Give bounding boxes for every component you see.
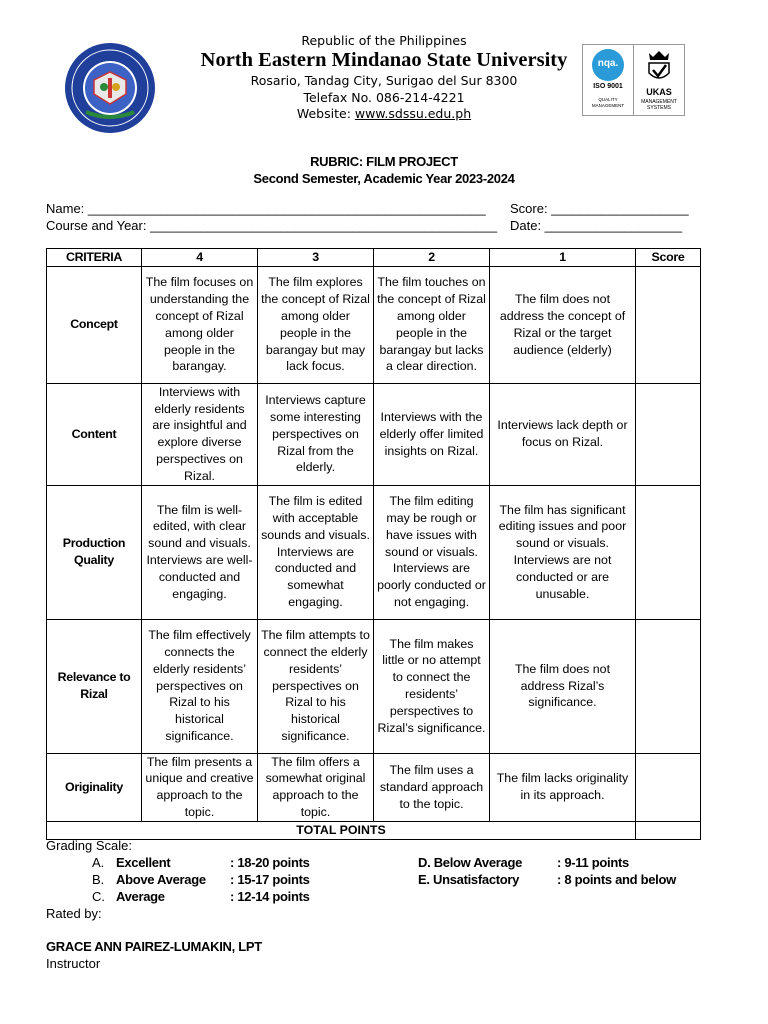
header-1: 1 <box>490 249 636 267</box>
score-cell[interactable] <box>636 753 701 821</box>
score-cell[interactable] <box>636 485 701 619</box>
level-3-cell: Interviews capture some interesting perspectives on Rizal from the elderly. <box>258 383 374 485</box>
rubric-title: RUBRIC: FILM PROJECT <box>310 154 458 169</box>
ukas-certification-logo <box>633 44 685 116</box>
level-2-cell: The film editing may be rough or have issues with sound or visuals. Interviews are poorly conducted or not engaging. <box>374 485 490 619</box>
level-1-cell: Interviews lack depth or focus on Rizal. <box>490 383 636 485</box>
score-cell[interactable] <box>636 619 701 753</box>
website-label: Website: <box>296 106 355 121</box>
grade-name: D. Below Average <box>418 855 523 870</box>
grade-letter: C. <box>92 889 105 904</box>
grade-points: : 18-20 points <box>230 855 310 870</box>
university-name: North Eastern Mindanao State University <box>200 49 568 71</box>
level-1-cell: The film does not address Rizal’s significance. <box>490 619 636 753</box>
level-3-cell: The film is edited with acceptable sounds and visuals. Interviews are conducted and somewhat engaging. <box>258 485 374 619</box>
score-field[interactable]: Score: ___________________ <box>510 201 689 216</box>
header-3: 3 <box>258 249 374 267</box>
grade-name: Average <box>116 889 165 904</box>
table-row <box>47 383 701 485</box>
grade-letter: B. <box>92 872 105 887</box>
management-systems-text: MANAGEMENT SYSTEMS <box>641 99 677 111</box>
level-3-cell: The film attempts to connect the elderly residents’ perspectives on Rizal to his historical significance. <box>258 619 374 753</box>
level-1-cell: The film lacks originality in its approach. <box>490 753 636 821</box>
level-2-cell: The film uses a standard approach to the topic. <box>374 753 490 821</box>
level-4-cell: The film presents a unique and creative approach to the topic. <box>142 753 258 821</box>
course-year-field[interactable]: Course and Year: ________________________________________________ <box>46 218 498 233</box>
level-4-cell: The film focuses on understanding the concept of Rizal among older people in the barangay. <box>142 266 258 383</box>
telefax-line: Telefax No. 086-214-4221 <box>303 90 465 105</box>
table-row <box>47 753 701 821</box>
date-field[interactable]: Date: ___________________ <box>510 218 683 233</box>
level-4-cell: The film effectively connects the elderly residents’ perspectives on Rizal to his historical significance. <box>142 619 258 753</box>
level-4-cell: Interviews with elderly residents are insightful and explore diverse perspectives on Rizal. <box>142 383 258 485</box>
table-header-row <box>47 249 701 267</box>
grade-points: : 8 points and below <box>557 872 676 887</box>
header-score: Score <box>636 249 701 267</box>
instructor-name: GRACE ANN PAIREZ-LUMAKIN, LPT <box>46 939 262 954</box>
criteria-cell: Originality <box>47 753 142 821</box>
level-2-cell: The film makes little or no attempt to connect the residents’ perspectives to Rizal’s significance. <box>374 619 490 753</box>
total-score-cell[interactable] <box>636 821 701 839</box>
criteria-cell: Production Quality <box>47 485 142 619</box>
crown-check-icon <box>644 49 674 85</box>
criteria-cell: Content <box>47 383 142 485</box>
score-cell[interactable] <box>636 266 701 383</box>
header-criteria: CRITERIA <box>47 249 142 267</box>
header-2: 2 <box>374 249 490 267</box>
iso-certification-logo <box>582 44 634 116</box>
grade-name: E. Unsatisfactory <box>418 872 520 887</box>
rubric-table <box>46 248 701 840</box>
total-points-label: TOTAL POINTS <box>47 821 636 839</box>
level-3-cell: The film offers a somewhat original approach to the topic. <box>258 753 374 821</box>
grade-name: Above Average <box>116 872 206 887</box>
website-link[interactable]: www.sdssu.edu.ph <box>354 106 472 121</box>
table-row <box>47 619 701 753</box>
header-4: 4 <box>142 249 258 267</box>
level-3-cell: The film explores the concept of Rizal among older people in the barangay but may lack focus. <box>258 266 374 383</box>
quality-management-text: QUALITY MANAGEMENT <box>591 97 625 108</box>
ukas-text: UKAS <box>646 87 672 97</box>
level-2-cell: Interviews with the elderly offer limited insights on Rizal. <box>374 383 490 485</box>
grade-letter: A. <box>92 855 105 870</box>
address-line: Rosario, Tandag City, Surigao del Sur 8300 <box>250 73 518 88</box>
semester-subtitle: Second Semester, Academic Year 2023-2024 <box>253 171 515 186</box>
grade-points: : 9-11 points <box>557 855 629 870</box>
nqa-logo-text: nqa. <box>597 58 619 69</box>
score-cell[interactable] <box>636 383 701 485</box>
criteria-cell: Concept <box>47 266 142 383</box>
rated-by-label: Rated by: <box>46 906 102 921</box>
instructor-role: Instructor <box>46 956 101 971</box>
iso-9001-text: ISO 9001 <box>593 83 623 90</box>
grade-points: : 12-14 points <box>230 889 310 904</box>
level-1-cell: The film has significant editing issues and poor sound or visuals. Interviews are not conducted or are unusable. <box>490 485 636 619</box>
level-1-cell: The film does not address the concept of Rizal or the target audience (elderly) <box>490 266 636 383</box>
grade-name: Excellent <box>116 855 171 870</box>
table-row <box>47 266 701 383</box>
level-2-cell: The film touches on the concept of Rizal among older people in the barangay but lacks a clear direction. <box>374 266 490 383</box>
level-4-cell: The film is well-edited, with clear sound and visuals. Interviews are well-conducted and engaging. <box>142 485 258 619</box>
total-row <box>47 821 701 839</box>
name-field[interactable]: Name: _______________________________________________________ <box>46 201 486 216</box>
table-row <box>47 485 701 619</box>
grading-scale-label: Grading Scale: <box>46 838 132 853</box>
grade-points: : 15-17 points <box>230 872 310 887</box>
criteria-cell: Relevance to Rizal <box>47 619 142 753</box>
republic-line: Republic of the Philippines <box>301 33 467 48</box>
